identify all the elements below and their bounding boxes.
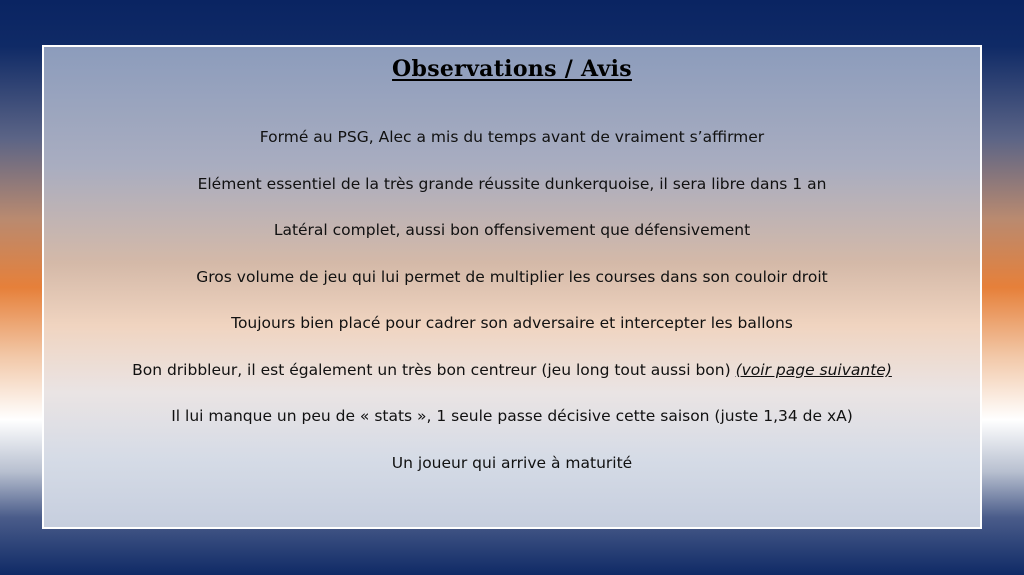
- observation-text: Toujours bien placé pour cadrer son adversaire et intercepter les ballons: [231, 314, 793, 332]
- observation-text: Formé au PSG, Alec a mis du temps avant de vraiment s’affirmer: [259, 128, 765, 146]
- observation-item: [44, 125, 980, 172]
- observation-text: Gros volume de jeu qui lui permet de multiplier les courses dans son couloir droit: [196, 267, 828, 286]
- next-page-link[interactable]: (voir page suivante): [735, 360, 892, 379]
- observation-item: [44, 311, 980, 358]
- observations-list: [44, 125, 980, 497]
- observation-item: [44, 358, 980, 405]
- observation-text: Il lui manque un peu de « stats », 1 seule passe décisive cette saison (juste 1,34 de xA): [171, 407, 853, 425]
- observation-item: [44, 404, 980, 451]
- observation-item: [44, 218, 980, 265]
- observation-text: Un joueur qui arrive à maturité: [391, 453, 633, 472]
- observation-text: Elément essentiel de la très grande réussite dunkerquoise, il sera libre dans 1 an: [197, 174, 827, 193]
- observation-item: [44, 451, 980, 498]
- observation-item: [44, 172, 980, 219]
- slide-title: Observations / Avis: [392, 56, 632, 82]
- slide-panel: [42, 45, 982, 529]
- observation-text: Bon dribbleur, il est également un très bon centreur (jeu long tout aussi bon): [132, 360, 736, 379]
- observation-text: Latéral complet, aussi bon offensivement que défensivement: [273, 221, 751, 239]
- observation-item: [44, 265, 980, 312]
